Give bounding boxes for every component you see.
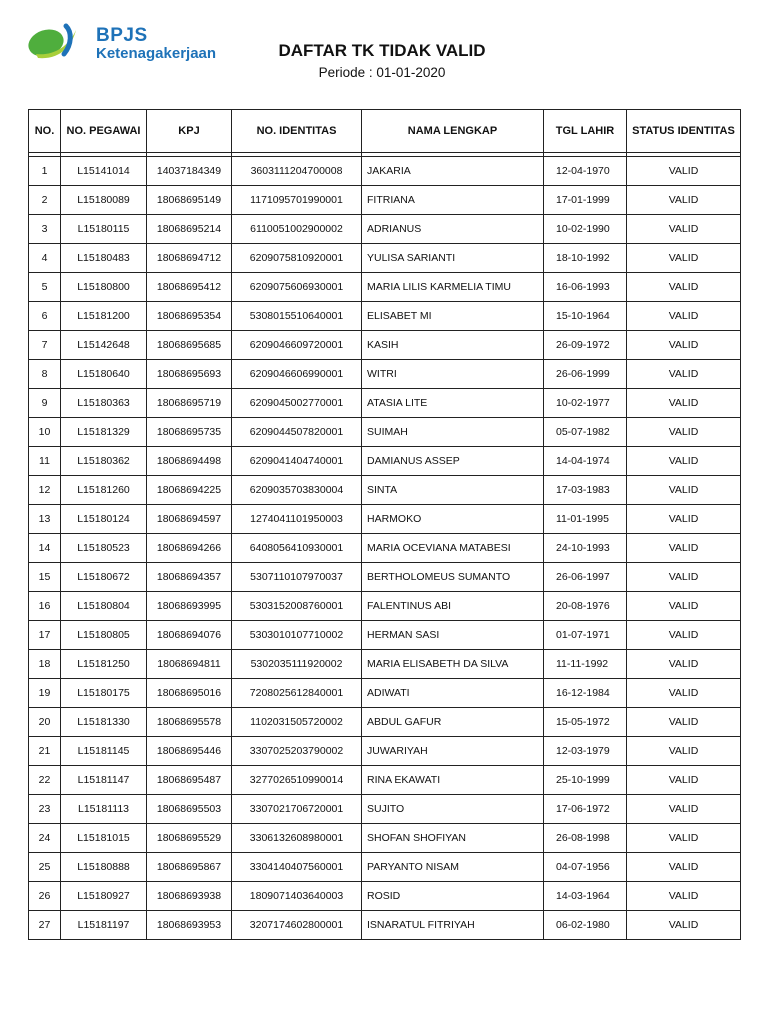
cell-no-identitas: 5302035111920002 <box>232 650 362 679</box>
cell-nama-lengkap: ABDUL GAFUR <box>362 708 544 737</box>
cell-tgl-lahir: 06-02-1980 <box>544 911 627 940</box>
cell-kpj: 18068695487 <box>147 766 232 795</box>
table-row <box>29 331 741 360</box>
cell-status-identitas: VALID <box>627 389 741 418</box>
cell-nama-lengkap: ROSID <box>362 882 544 911</box>
cell-tgl-lahir: 17-06-1972 <box>544 795 627 824</box>
cell-nama-lengkap: SUJITO <box>362 795 544 824</box>
cell-no-pegawai: L15181145 <box>61 737 147 766</box>
cell-no: 18 <box>29 650 61 679</box>
cell-no: 23 <box>29 795 61 824</box>
cell-no-pegawai: L15180175 <box>61 679 147 708</box>
logo-brand-text: BPJS <box>96 25 148 46</box>
cell-no: 27 <box>29 911 61 940</box>
cell-no: 13 <box>29 505 61 534</box>
cell-tgl-lahir: 14-03-1964 <box>544 882 627 911</box>
cell-status-identitas: VALID <box>627 244 741 273</box>
table-row <box>29 476 741 505</box>
cell-no-pegawai: L15181330 <box>61 708 147 737</box>
cell-kpj: 18068695016 <box>147 679 232 708</box>
cell-kpj: 18068694712 <box>147 244 232 273</box>
cell-tgl-lahir: 10-02-1990 <box>544 215 627 244</box>
logo-mark-icon <box>26 22 96 66</box>
logo-sub-text: Ketenagakerjaan <box>96 45 217 62</box>
cell-no: 20 <box>29 708 61 737</box>
cell-no-pegawai: L15180672 <box>61 563 147 592</box>
cell-no-identitas: 6209035703830004 <box>232 476 362 505</box>
cell-no-pegawai: L15180804 <box>61 592 147 621</box>
table-row <box>29 534 741 563</box>
cell-no: 21 <box>29 737 61 766</box>
cell-status-identitas: VALID <box>627 766 741 795</box>
cell-no-pegawai: L15180523 <box>61 534 147 563</box>
cell-nama-lengkap: SINTA <box>362 476 544 505</box>
cell-status-identitas: VALID <box>627 708 741 737</box>
cell-no-identitas: 7208025612840001 <box>232 679 362 708</box>
cell-tgl-lahir: 16-12-1984 <box>544 679 627 708</box>
cell-no: 12 <box>29 476 61 505</box>
cell-status-identitas: VALID <box>627 215 741 244</box>
cell-nama-lengkap: KASIH <box>362 331 544 360</box>
cell-no: 3 <box>29 215 61 244</box>
cell-no: 2 <box>29 186 61 215</box>
cell-kpj: 18068694225 <box>147 476 232 505</box>
cell-tgl-lahir: 24-10-1993 <box>544 534 627 563</box>
cell-no-pegawai: L15181200 <box>61 302 147 331</box>
header-kpj: KPJ <box>147 110 232 153</box>
cell-no-pegawai: L15180124 <box>61 505 147 534</box>
cell-tgl-lahir: 15-10-1964 <box>544 302 627 331</box>
table-row <box>29 389 741 418</box>
cell-nama-lengkap: ATASIA LITE <box>362 389 544 418</box>
table-row <box>29 679 741 708</box>
table-row <box>29 737 741 766</box>
cell-kpj: 18068695412 <box>147 273 232 302</box>
cell-no-identitas: 3277026510990014 <box>232 766 362 795</box>
cell-nama-lengkap: WITRI <box>362 360 544 389</box>
cell-no-pegawai: L15181015 <box>61 824 147 853</box>
cell-nama-lengkap: DAMIANUS ASSEP <box>362 447 544 476</box>
cell-no-pegawai: L15181329 <box>61 418 147 447</box>
cell-no-pegawai: L15180115 <box>61 215 147 244</box>
table-row <box>29 766 741 795</box>
table-body <box>29 157 741 940</box>
cell-nama-lengkap: YULISA SARIANTI <box>362 244 544 273</box>
table-row <box>29 911 741 940</box>
cell-no: 6 <box>29 302 61 331</box>
cell-no-identitas: 3603111204700008 <box>232 157 362 186</box>
cell-kpj: 18068695685 <box>147 331 232 360</box>
table-row <box>29 592 741 621</box>
cell-tgl-lahir: 11-01-1995 <box>544 505 627 534</box>
cell-no-pegawai: L15180483 <box>61 244 147 273</box>
cell-tgl-lahir: 05-07-1982 <box>544 418 627 447</box>
cell-kpj: 18068695578 <box>147 708 232 737</box>
cell-nama-lengkap: MARIA ELISABETH DA SILVA <box>362 650 544 679</box>
table-row <box>29 447 741 476</box>
cell-tgl-lahir: 11-11-1992 <box>544 650 627 679</box>
cell-no-identitas: 6209075606930001 <box>232 273 362 302</box>
cell-kpj: 18068694357 <box>147 563 232 592</box>
cell-tgl-lahir: 15-05-1972 <box>544 708 627 737</box>
cell-status-identitas: VALID <box>627 911 741 940</box>
cell-kpj: 18068695719 <box>147 389 232 418</box>
cell-no-pegawai: L15181250 <box>61 650 147 679</box>
cell-no-pegawai: L15181113 <box>61 795 147 824</box>
cell-no: 11 <box>29 447 61 476</box>
cell-tgl-lahir: 26-06-1997 <box>544 563 627 592</box>
cell-no-pegawai: L15180363 <box>61 389 147 418</box>
cell-no-pegawai: L15181260 <box>61 476 147 505</box>
cell-no-pegawai: L15180640 <box>61 360 147 389</box>
cell-kpj: 18068693938 <box>147 882 232 911</box>
table-row <box>29 360 741 389</box>
cell-status-identitas: VALID <box>627 592 741 621</box>
cell-tgl-lahir: 17-03-1983 <box>544 476 627 505</box>
table-row <box>29 186 741 215</box>
table-row <box>29 302 741 331</box>
header-tgl-lahir: TGL LAHIR <box>544 110 627 153</box>
cell-no-identitas: 5307110107970037 <box>232 563 362 592</box>
cell-kpj: 18068695214 <box>147 215 232 244</box>
cell-no: 26 <box>29 882 61 911</box>
cell-kpj: 18068695149 <box>147 186 232 215</box>
cell-nama-lengkap: MARIA OCEVIANA MATABESI <box>362 534 544 563</box>
cell-no-identitas: 3307021706720001 <box>232 795 362 824</box>
cell-nama-lengkap: HERMAN SASI <box>362 621 544 650</box>
cell-no-identitas: 5303152008760001 <box>232 592 362 621</box>
cell-no: 25 <box>29 853 61 882</box>
cell-kpj: 18068695503 <box>147 795 232 824</box>
table-row <box>29 650 741 679</box>
cell-no-identitas: 1171095701990001 <box>232 186 362 215</box>
cell-no-identitas: 6209045002770001 <box>232 389 362 418</box>
cell-status-identitas: VALID <box>627 331 741 360</box>
cell-status-identitas: VALID <box>627 650 741 679</box>
cell-no: 10 <box>29 418 61 447</box>
cell-status-identitas: VALID <box>627 737 741 766</box>
cell-no-pegawai: L15141014 <box>61 157 147 186</box>
cell-status-identitas: VALID <box>627 795 741 824</box>
cell-status-identitas: VALID <box>627 563 741 592</box>
cell-no: 1 <box>29 157 61 186</box>
cell-nama-lengkap: SUIMAH <box>362 418 544 447</box>
cell-kpj: 18068694811 <box>147 650 232 679</box>
cell-status-identitas: VALID <box>627 273 741 302</box>
table-row <box>29 795 741 824</box>
cell-no: 9 <box>29 389 61 418</box>
cell-no: 19 <box>29 679 61 708</box>
cell-no-pegawai: L15180089 <box>61 186 147 215</box>
cell-status-identitas: VALID <box>627 824 741 853</box>
cell-status-identitas: VALID <box>627 621 741 650</box>
cell-no-identitas: 6110051002900002 <box>232 215 362 244</box>
cell-no: 16 <box>29 592 61 621</box>
cell-kpj: 18068694597 <box>147 505 232 534</box>
cell-kpj: 18068693995 <box>147 592 232 621</box>
table-row <box>29 215 741 244</box>
cell-nama-lengkap: FALENTINUS ABI <box>362 592 544 621</box>
cell-no: 8 <box>29 360 61 389</box>
cell-kpj: 18068694266 <box>147 534 232 563</box>
table-row <box>29 157 741 186</box>
table-row <box>29 244 741 273</box>
header-nama-lengkap: NAMA LENGKAP <box>362 110 544 153</box>
cell-tgl-lahir: 26-09-1972 <box>544 331 627 360</box>
header-no-identitas: NO. IDENTITAS <box>232 110 362 153</box>
cell-tgl-lahir: 16-06-1993 <box>544 273 627 302</box>
table-row <box>29 824 741 853</box>
cell-nama-lengkap: ISNARATUL FITRIYAH <box>362 911 544 940</box>
cell-no: 17 <box>29 621 61 650</box>
cell-nama-lengkap: JUWARIYAH <box>362 737 544 766</box>
cell-tgl-lahir: 20-08-1976 <box>544 592 627 621</box>
cell-nama-lengkap: FITRIANA <box>362 186 544 215</box>
cell-status-identitas: VALID <box>627 186 741 215</box>
cell-tgl-lahir: 26-08-1998 <box>544 824 627 853</box>
cell-no: 22 <box>29 766 61 795</box>
cell-no-identitas: 1102031505720002 <box>232 708 362 737</box>
cell-no-pegawai: L15180805 <box>61 621 147 650</box>
cell-tgl-lahir: 18-10-1992 <box>544 244 627 273</box>
table-row <box>29 621 741 650</box>
page-title: DAFTAR TK TIDAK VALID <box>278 41 486 60</box>
cell-tgl-lahir: 04-07-1956 <box>544 853 627 882</box>
cell-status-identitas: VALID <box>627 447 741 476</box>
cell-nama-lengkap: ADRIANUS <box>362 215 544 244</box>
cell-status-identitas: VALID <box>627 679 741 708</box>
header-no-pegawai: NO. PEGAWAI <box>61 110 147 153</box>
cell-kpj: 18068693953 <box>147 911 232 940</box>
cell-kpj: 18068695867 <box>147 853 232 882</box>
cell-tgl-lahir: 01-07-1971 <box>544 621 627 650</box>
cell-no-pegawai: L15180927 <box>61 882 147 911</box>
cell-nama-lengkap: BERTHOLOMEUS SUMANTO <box>362 563 544 592</box>
cell-status-identitas: VALID <box>627 302 741 331</box>
cell-no-identitas: 6209041404740001 <box>232 447 362 476</box>
cell-status-identitas: VALID <box>627 882 741 911</box>
cell-nama-lengkap: PARYANTO NISAM <box>362 853 544 882</box>
cell-status-identitas: VALID <box>627 360 741 389</box>
cell-kpj: 18068695735 <box>147 418 232 447</box>
cell-no-identitas: 3306132608980001 <box>232 824 362 853</box>
cell-no-identitas: 1809071403640003 <box>232 882 362 911</box>
cell-nama-lengkap: SHOFAN SHOFIYAN <box>362 824 544 853</box>
cell-nama-lengkap: RINA EKAWATI <box>362 766 544 795</box>
cell-tgl-lahir: 26-06-1999 <box>544 360 627 389</box>
cell-no: 5 <box>29 273 61 302</box>
cell-kpj: 18068694076 <box>147 621 232 650</box>
cell-status-identitas: VALID <box>627 853 741 882</box>
cell-status-identitas: VALID <box>627 534 741 563</box>
cell-no-identitas: 5303010107710002 <box>232 621 362 650</box>
cell-kpj: 14037184349 <box>147 157 232 186</box>
cell-no-identitas: 5308015510640001 <box>232 302 362 331</box>
cell-no-identitas: 3307025203790002 <box>232 737 362 766</box>
cell-nama-lengkap: ELISABET MI <box>362 302 544 331</box>
cell-status-identitas: VALID <box>627 505 741 534</box>
table-row <box>29 853 741 882</box>
cell-no: 7 <box>29 331 61 360</box>
cell-no-pegawai: L15180800 <box>61 273 147 302</box>
table-row <box>29 882 741 911</box>
cell-kpj: 18068695446 <box>147 737 232 766</box>
cell-tgl-lahir: 14-04-1974 <box>544 447 627 476</box>
cell-status-identitas: VALID <box>627 476 741 505</box>
cell-tgl-lahir: 12-04-1970 <box>544 157 627 186</box>
cell-tgl-lahir: 10-02-1977 <box>544 389 627 418</box>
cell-no: 24 <box>29 824 61 853</box>
cell-no-identitas: 6209044507820001 <box>232 418 362 447</box>
cell-nama-lengkap: ADIWATI <box>362 679 544 708</box>
bpjs-logo <box>26 22 232 66</box>
cell-nama-lengkap: MARIA LILIS KARMELIA TIMU <box>362 273 544 302</box>
cell-status-identitas: VALID <box>627 418 741 447</box>
period-label: Periode : 01-01-2020 <box>318 65 446 80</box>
cell-no-identitas: 1274041101950003 <box>232 505 362 534</box>
cell-no-identitas: 3304140407560001 <box>232 853 362 882</box>
table-row <box>29 505 741 534</box>
cell-nama-lengkap: JAKARIA <box>362 157 544 186</box>
cell-kpj: 18068694498 <box>147 447 232 476</box>
cell-status-identitas: VALID <box>627 157 741 186</box>
cell-nama-lengkap: HARMOKO <box>362 505 544 534</box>
employee-table <box>28 109 741 940</box>
cell-kpj: 18068695354 <box>147 302 232 331</box>
header-no: NO. <box>29 110 61 153</box>
cell-tgl-lahir: 17-01-1999 <box>544 186 627 215</box>
cell-kpj: 18068695693 <box>147 360 232 389</box>
cell-no-identitas: 6408056410930001 <box>232 534 362 563</box>
cell-tgl-lahir: 25-10-1999 <box>544 766 627 795</box>
cell-no-identitas: 6209046606990001 <box>232 360 362 389</box>
table-header-row <box>29 110 741 153</box>
header-status-identitas: STATUS IDENTITAS <box>627 110 741 153</box>
cell-no-pegawai: L15181147 <box>61 766 147 795</box>
cell-kpj: 18068695529 <box>147 824 232 853</box>
cell-tgl-lahir: 12-03-1979 <box>544 737 627 766</box>
cell-no: 4 <box>29 244 61 273</box>
cell-no-identitas: 6209075810920001 <box>232 244 362 273</box>
cell-no-pegawai: L15180888 <box>61 853 147 882</box>
table-row <box>29 708 741 737</box>
cell-no-identitas: 3207174602800001 <box>232 911 362 940</box>
cell-no-pegawai: L15142648 <box>61 331 147 360</box>
cell-no: 15 <box>29 563 61 592</box>
cell-no: 14 <box>29 534 61 563</box>
cell-no-identitas: 6209046609720001 <box>232 331 362 360</box>
table-row <box>29 418 741 447</box>
table-row <box>29 563 741 592</box>
table-row <box>29 273 741 302</box>
cell-no-pegawai: L15180362 <box>61 447 147 476</box>
cell-no-pegawai: L15181197 <box>61 911 147 940</box>
